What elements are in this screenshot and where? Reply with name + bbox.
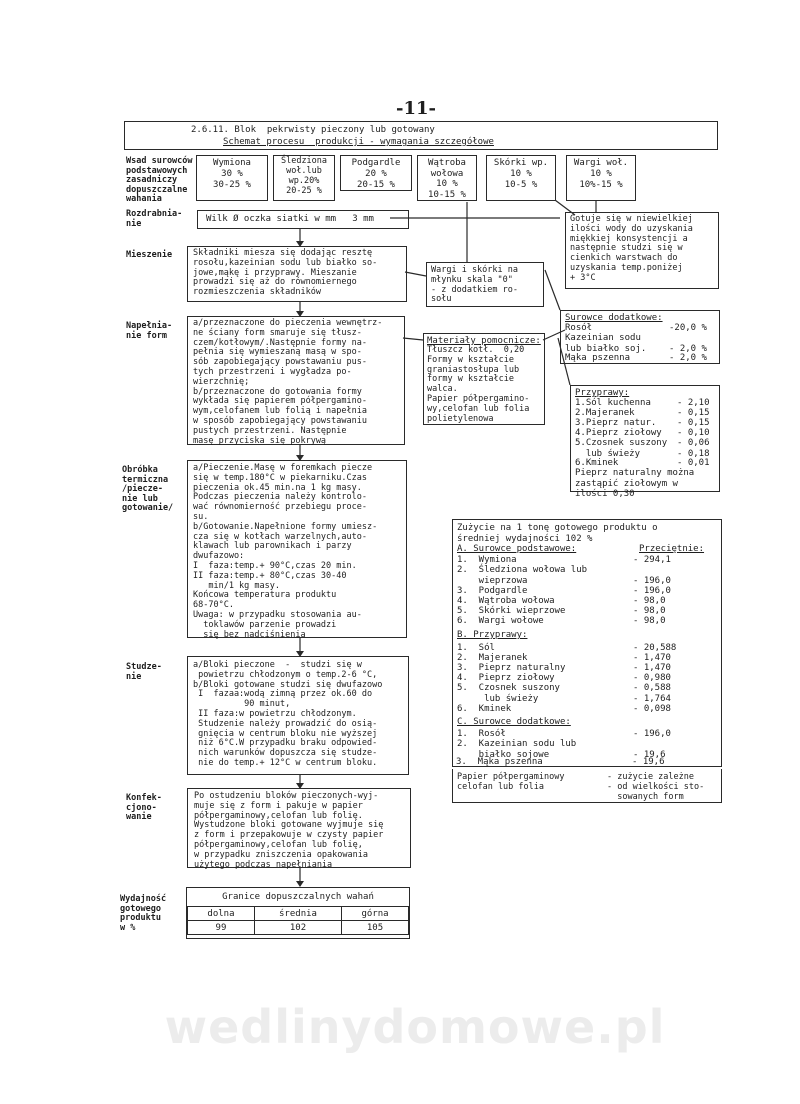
raw-material-value: 10 % 10-15 % xyxy=(428,179,466,200)
label-mixing: Mieszenie xyxy=(126,250,173,260)
header-subtitle: Schemat procesu produkcji - wymagania szczegółowe xyxy=(223,137,494,147)
yield-value-lower: 99 xyxy=(188,921,255,935)
spices-note: Pieprz naturalny można zastąpić ziołowym w ilości 0,30 xyxy=(575,468,695,499)
usage-item-name: 3. Mąka pszenna xyxy=(456,757,543,767)
grinding-text: Wilk Ø oczka siatki w mm 3 mm xyxy=(206,214,374,224)
spices-box xyxy=(570,385,720,499)
raw-material-name: Wymiona xyxy=(213,158,251,168)
usage-footer-box xyxy=(452,769,722,803)
raw-material-name: Śledziona woł.lub wp.20% xyxy=(280,156,328,186)
mixing-box xyxy=(187,246,407,302)
usage-title: Zużycie na 1 tonę gotowego produktu o średniej wydajności 102 % xyxy=(457,523,658,544)
packaging-text: Po ostudzeniu bloków pieczonych-wyj- muje się z form i pakuje w papier półpergaminowy,celofan lub folię. Wystudzone bloki gotowane wyjmuje się z form i przepakowuje w czysty papier półpergaminowy,celofan lub folię, w przypadku zniszczenia opakowania użytego podczas napełniania xyxy=(194,791,384,870)
cooking-note-text: Gotuje się w niewielkiej ilości wody do uzyskania miękkiej konsystencji a następnie studzi się w cienkich warstwach do uzyskania temp.poniżej + 3°C xyxy=(570,214,693,283)
usage-item-value: - 0,980 xyxy=(633,673,671,683)
raw-material-name: Podgardle xyxy=(351,158,401,168)
usage-item-value: - 1,470 xyxy=(633,653,671,663)
label-filling: Napełnia- nie form xyxy=(126,321,173,341)
spices-title: Przyprawy: xyxy=(575,388,630,398)
usage-item-name: 2. Śledziona wołowa lub wieprzowa xyxy=(457,565,588,586)
label-cooling: Studze- nie xyxy=(126,662,162,682)
aux-materials-text: Tłuszcz kotł. 0,20 Formy w kształcie graniastosłupa lub formy w kształcie walca. Papier półpergamino- wy,celofan lub folia polietylenowa xyxy=(427,345,530,424)
usage-item-name: 2. Majeranek xyxy=(457,653,528,663)
spice-name: 5.Czosnek suszony lub świeży xyxy=(575,438,668,459)
additional-item-value: - 2,0 % xyxy=(669,344,707,354)
packaging-box xyxy=(187,788,411,868)
usage-footer-left: Papier półpergaminowy celofan lub folia xyxy=(457,772,565,792)
raw-material-2 xyxy=(273,155,335,201)
aux-materials-title: Materiały pomocnicze: xyxy=(427,336,541,346)
usage-item-value: - 0,588 - 1,764 xyxy=(633,683,671,704)
usage-item-value: - 196,0 xyxy=(633,729,671,739)
watermark: wedlinydomowe.pl xyxy=(164,1000,666,1054)
label-thermal: Obróbka termiczna /piecze- nie lub gotowanie/ xyxy=(122,465,174,513)
yield-col-upper: górna xyxy=(342,907,409,921)
usage-item-name: 6. Wargi wołowe xyxy=(457,616,544,626)
usage-item-name: 5. Skórki wieprzowe xyxy=(457,606,566,616)
usage-item-name: 4. Wątroba wołowa xyxy=(457,596,555,606)
usage-item-value: - 196,0 xyxy=(633,575,671,586)
cooling-text: a/Bloki pieczone - studzi się w powietrzu chłodzonym o temp.2-6 °C, b/Bloki gotowane studzi się dwufazowo I fazaa:wodą zimną przez ok.60 do 90 minut, II faza:w powietrzu chłodzonym. Studzenie należy prowadzić do osią- gnięcia w centrum bloku nie wyższej niż 6°C.W przypadku braku odpowied- nich warunków dopuszcza się studze- nie do temp.+ 12°C w centrum bloku. xyxy=(193,660,383,768)
usage-c-title: C. Surowce dodatkowe: xyxy=(457,717,571,727)
header-title: 2.6.11. Blok pekrwisty pieczony lub gotowany xyxy=(191,125,435,135)
yield-col-average: średnia xyxy=(254,907,341,921)
raw-material-4 xyxy=(417,155,477,201)
mixing-text: Składniki miesza się dodając resztę rosołu,kazeinian sodu lub białko so- jowe,mąkę i przyprawy. Mieszanie prowadzi się aż do równomiernego rozmieszczenia składników xyxy=(193,248,378,298)
raw-material-name: Wargi woł. xyxy=(573,158,629,168)
usage-item-name: 2. Kazeinian sodu lub białko sojowe xyxy=(457,739,577,760)
spice-value: - 0,01 xyxy=(677,458,710,468)
usage-item-value: - 1,470 xyxy=(633,663,671,673)
usage-item-name: 1. Rosół xyxy=(457,729,506,739)
usage-item-value: - 19,6 xyxy=(632,757,665,767)
raw-material-name: Skórki wp. xyxy=(493,158,549,168)
label-raw-materials: Wsad surowców podstawowych zasadniczy dopuszczalne wahania xyxy=(126,156,193,204)
usage-item-value: - 19,6 xyxy=(633,749,666,760)
spice-name: 2.Majeranek xyxy=(575,408,635,418)
usage-item-name: 3. Podgardle xyxy=(457,586,528,596)
usage-average-label: Przeciętnie: xyxy=(639,544,705,554)
filling-text: a/przeznaczone do pieczenia wewnętrz- ne ściany form smaruje się tłusz- czem/kotłowym/.Następnie formy na- pełnia się wymieszaną masą w spo- sób zapobiegający powstawaniu pus- tych przestrzeni i wygładza po- wierzchnię; b/przeznaczone do gotowania formy wykłada się papierem półpergamino- wym,celofanem lub folią i napełnia w sposób zapobiegający powstawaniu pustych przestrzeni. Następnie masę przyciska się pokrywą xyxy=(193,318,383,446)
raw-material-6 xyxy=(566,155,636,201)
raw-material-3 xyxy=(340,155,412,191)
label-grinding: Rozdrabnia- nie xyxy=(126,209,183,229)
usage-b-title: B. Przyprawy: xyxy=(457,630,528,640)
filling-box xyxy=(187,316,405,445)
spice-name: 6.Kminek xyxy=(575,458,619,468)
additional-materials-box xyxy=(560,310,720,364)
usage-item-value: - 20,588 xyxy=(633,643,677,653)
header-box xyxy=(124,121,718,150)
yield-header: Granice dopuszczalnych wahań xyxy=(222,892,374,902)
usage-item-name: 4. Pieprz ziołowy xyxy=(457,673,555,683)
usage-item-name: 1. Wymiona xyxy=(457,555,517,565)
yield-table xyxy=(187,906,409,935)
usage-item-name: 1. Sól xyxy=(457,643,495,653)
additional-item-name: Kazeinian sodu lub białko soj. xyxy=(565,333,647,354)
raw-material-value: 10 % 10%-15 % xyxy=(579,169,623,190)
lips-skins-box xyxy=(426,262,544,307)
raw-material-value: 20 % 20-15 % xyxy=(357,169,395,190)
label-packaging: Konfek- cjono- wanie xyxy=(126,793,162,822)
usage-footer-right: - zużycie zależne - od wielkości sto- sowanych form xyxy=(607,772,705,802)
yield-value-average: 102 xyxy=(254,921,341,935)
spice-name: 4.Pieprz ziołowy xyxy=(575,428,662,438)
usage-item-name: 6. Kminek xyxy=(457,704,512,714)
label-yield: Wydajność gotowego produktu w % xyxy=(120,894,167,933)
usage-item-value: - 98,0 xyxy=(633,616,666,626)
raw-material-name: Wątroba wołowa xyxy=(428,158,466,179)
additional-item-name: Rosół xyxy=(565,323,593,333)
raw-material-1 xyxy=(196,155,268,201)
spice-value: - 0,10 xyxy=(677,428,710,438)
raw-material-value: 30 % 30-25 % xyxy=(213,169,251,190)
raw-material-value: 10 % 10-5 % xyxy=(504,169,538,190)
additional-item-name: Mąka pszenna xyxy=(565,353,631,363)
thermal-text: a/Pieczenie.Masę w foremkach piecze się w temp.180°C w piekarniku.Czas pieczenia ok.45 min.na 1 kg masy. Podczas pieczenia należy kontrolo- wać równomierność przebiegu proce- su. b/Gotowanie.Napełnione formy umiesz- cza się w kotłach warzelnych,auto- klawach lub parownikach i parzy dwufazowo: I faza:temp.+ 90°C,czas 20 min. II faza:temp.+ 80°C,czas 30-40 min/1 kg masy. Końcowa temperatura produktu 68-70°C. Uwaga: w przypadku stosowania au- toklawów parzenie prowadzi się bez nadciśnienia xyxy=(193,463,378,640)
aux-materials-box xyxy=(423,333,545,425)
spice-name: 1.Sól kuchenna xyxy=(575,398,651,408)
spice-value: - 0,15 xyxy=(677,418,710,428)
page-number: -11- xyxy=(396,98,436,119)
spice-value: - 0,15 xyxy=(677,408,710,418)
usage-item-value: - 98,0 xyxy=(633,606,666,616)
yield-value-upper: 105 xyxy=(342,921,409,935)
additional-item-value: -20,0 % xyxy=(669,323,707,333)
yield-col-lower: dolna xyxy=(188,907,255,921)
additional-materials-title: Surowce dodatkowe: xyxy=(565,313,663,323)
raw-material-5 xyxy=(486,155,556,201)
usage-item-value: - 0,098 xyxy=(633,704,671,714)
cooking-note-box xyxy=(565,212,719,289)
cooling-box xyxy=(187,656,409,775)
usage-item-value: - 98,0 xyxy=(633,596,666,606)
usage-item-name: 3. Pieprz naturalny xyxy=(457,663,566,673)
spice-name: 3.Pieprz natur. xyxy=(575,418,657,428)
usage-item-name: 5. Czosnek suszony lub świeży xyxy=(457,683,560,704)
usage-box xyxy=(452,519,722,767)
spice-value: - 2,10 xyxy=(677,398,710,408)
spice-value: - 0,06 - 0,18 xyxy=(677,438,710,459)
raw-material-value: 20-25 % xyxy=(286,186,322,196)
thermal-box xyxy=(187,460,407,638)
usage-item-value: - 294,1 xyxy=(633,555,671,565)
lips-skins-text: Wargi i skórki na młynku skala "0" - z dodatkiem ro- sołu xyxy=(431,265,518,305)
usage-a-title: A. Surowce podstawowe: xyxy=(457,544,577,554)
grinding-box xyxy=(197,210,409,229)
usage-item-value: - 196,0 xyxy=(633,586,671,596)
additional-item-value: - 2,0 % xyxy=(669,353,707,363)
